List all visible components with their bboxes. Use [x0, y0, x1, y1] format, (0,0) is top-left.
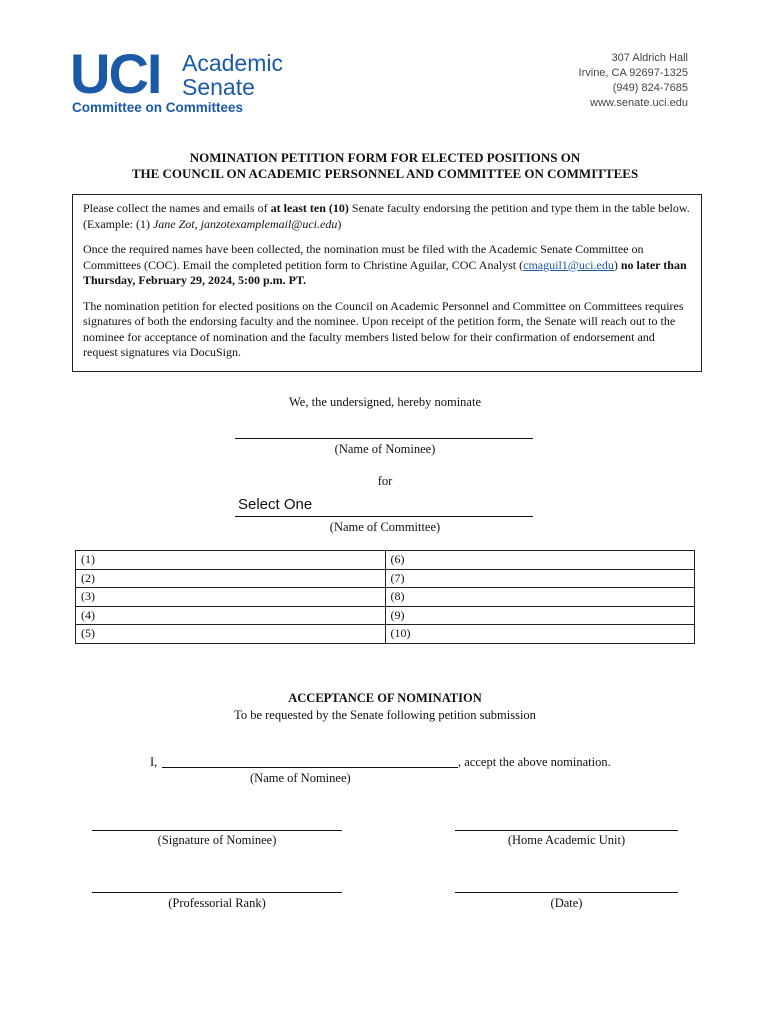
website-link[interactable]: www.senate.uci.edu	[590, 97, 688, 109]
rank-field[interactable]	[92, 892, 342, 893]
form-title-line2: THE COUNCIL ON ACADEMIC PERSONNEL AND COMMITTEE ON COMMITTEES	[131, 166, 639, 181]
for-text: for	[377, 474, 393, 488]
instructions-paragraph-2: Once the required names have been collected, the nomination must be filed with the Academic Senate Committee on Committees (COC). Email the completed petition form to Christine Aguilar, COC Analyst (cmaguil1@uci.edu) no later than Thursday, February 29, 2024, 5:00 p.m. PT.	[83, 242, 687, 287]
instructions-paragraph-1: Please collect the names and emails of at least ten (10) Senate faculty endorsing the petition and type them in the table below. (Example: (1) Jane Zot, janzotexamplemail@uci.edu)	[83, 201, 690, 231]
endorser-cell[interactable]: (7)	[385, 569, 695, 588]
acceptance-statement: , accept the above nomination.	[458, 755, 611, 769]
signature-caption: (Signature of Nominee)	[157, 833, 277, 847]
endorser-cell[interactable]: (5)	[76, 625, 386, 644]
table-row	[76, 588, 695, 607]
acceptance-subheading: To be requested by the Senate following petition submission	[234, 708, 536, 722]
logo-senate-text: Senate	[182, 74, 255, 100]
endorser-cell[interactable]: (8)	[385, 588, 695, 607]
endorser-cell[interactable]: (9)	[385, 606, 695, 625]
table-row	[76, 569, 695, 588]
committee-name: Committee on Committees	[72, 100, 244, 115]
acceptance-i-text: I,	[150, 755, 158, 769]
phone-number: (949) 824-7685	[612, 82, 688, 94]
endorser-cell[interactable]: (10)	[385, 625, 695, 644]
nomination-intro: We, the undersigned, hereby nominate	[289, 395, 481, 409]
logo-academic-text: Academic	[182, 50, 283, 76]
nominee-name-field[interactable]	[235, 438, 533, 439]
endorser-cell[interactable]: (6)	[385, 551, 695, 570]
address-line: 307 Aldrich Hall	[611, 52, 688, 64]
endorser-cell[interactable]: (1)	[76, 551, 386, 570]
committee-caption: (Name of Committee)	[329, 520, 441, 534]
committee-select[interactable]: Select One	[238, 496, 313, 513]
instructions-paragraph-3: The nomination petition for elected positions on the Council on Academic Personnel and Committee on Committees requires signatures of both the endorsing faculty and the nominee. Upon receipt of the petition form, the Senate will reach out to the nominee for acceptance of nomination and the faculty members listed below for their confirmation of endorsement and request signatures via DocuSign.	[83, 298, 684, 359]
coc-email-link[interactable]: cmaguil1@uci.edu	[523, 257, 614, 272]
endorser-cell[interactable]: (4)	[76, 606, 386, 625]
address-line: Irvine, CA 92697-1325	[578, 67, 688, 79]
table-row	[76, 551, 695, 570]
date-caption: (Date)	[550, 896, 583, 910]
home-unit-caption: (Home Academic Unit)	[507, 833, 626, 847]
signature-field[interactable]	[92, 830, 342, 831]
committee-field-line	[235, 516, 533, 517]
endorsers-table	[75, 550, 695, 644]
table-row	[76, 606, 695, 625]
date-field[interactable]	[455, 892, 678, 893]
endorser-cell[interactable]: (3)	[76, 588, 386, 607]
deadline-text: no later than Thursday, February 29, 2024, 5:00 p.m. PT.	[83, 257, 687, 287]
nominee-name-caption: (Name of Nominee)	[334, 442, 436, 456]
address-block	[579, 51, 688, 111]
acceptance-name-field[interactable]	[162, 767, 458, 768]
endorser-cell[interactable]: (2)	[76, 569, 386, 588]
uci-logo: UCI	[70, 42, 161, 105]
form-title-line1: NOMINATION PETITION FORM FOR ELECTED POSITIONS ON	[189, 150, 581, 165]
rank-caption: (Professorial Rank)	[168, 896, 266, 910]
home-unit-field[interactable]	[455, 830, 678, 831]
acceptance-heading: ACCEPTANCE OF NOMINATION	[288, 691, 482, 705]
instructions-box	[72, 194, 702, 372]
acceptance-nominee-caption: (Name of Nominee)	[250, 771, 351, 785]
form-title	[0, 150, 770, 182]
table-row	[76, 625, 695, 644]
